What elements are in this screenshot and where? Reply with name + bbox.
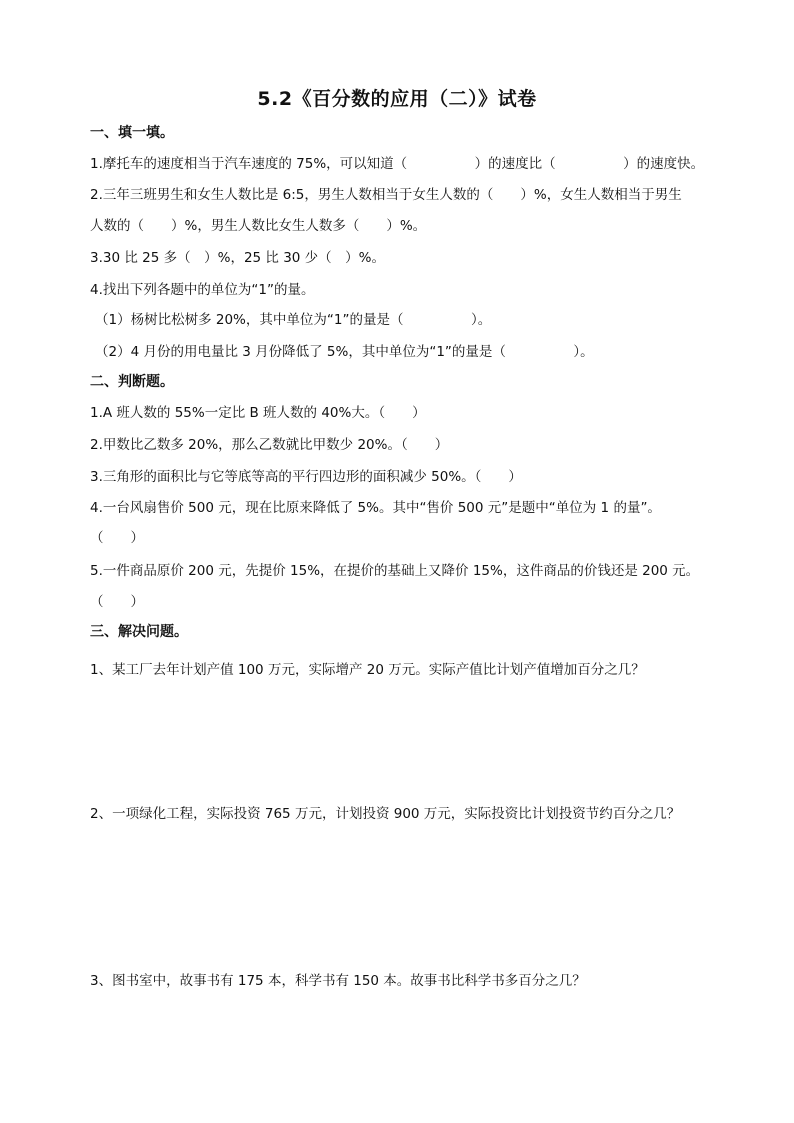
section-heading-fill-in: 一、填一填。 (90, 125, 174, 141)
problem-1: 1、某工厂去年计划产值 100 万元，实际增产 20 万元。实际产值比计划产值增加百分之几？ (90, 662, 645, 678)
question-fill-3: 3.30 比 25 多（ ）%，25 比 30 少（ ）%。 (90, 250, 385, 266)
question-tf-5-answer: （ ） (90, 594, 144, 610)
question-tf-1: 1.A 班人数的 55%一定比 B 班人数的 40%大。（ ） (90, 405, 426, 421)
question-fill-4-1: （1）杨树比松树多 20%，其中单位为“1”的量是（ ）。 (95, 312, 492, 328)
problem-2: 2、一项绿化工程，实际投资 765 万元，计划投资 900 万元，实际投资比计划投资节约百分之几？ (90, 806, 681, 822)
question-tf-3: 3.三角形的面积比与它等底等高的平行四边形的面积减少 50%。（ ） (90, 469, 522, 485)
question-tf-5-line1: 5.一件商品原价 200 元，先提价 15%，在提价的基础上又降价 15%，这件商品的价钱还是 200 元。 (90, 563, 700, 579)
question-fill-2-line1: 2.三年三班男生和女生人数比是 6:5，男生人数相当于女生人数的（ ）%，女生人数相当于男生 (90, 187, 682, 203)
question-fill-4: 4.找出下列各题中的单位为“1”的量。 (90, 282, 315, 298)
section-heading-problems: 三、解决问题。 (90, 624, 188, 640)
question-fill-4-2: （2）4 月份的用电量比 3 月份降低了 5%，其中单位为“1”的量是（ ）。 (95, 344, 594, 360)
question-fill-2-line2: 人数的（ ）%，男生人数比女生人数多（ ）%。 (90, 218, 427, 234)
problem-3: 3、图书室中，故事书有 175 本，科学书有 150 本。故事书比科学书多百分之几？ (90, 973, 586, 989)
question-tf-2: 2.甲数比乙数多 20%，那么乙数就比甲数少 20%。（ ） (90, 437, 449, 453)
section-heading-true-false: 二、判断题。 (90, 374, 174, 390)
page-title: 5.2《百分数的应用（二）》试卷 (257, 88, 537, 110)
question-tf-4-answer: （ ） (90, 530, 144, 546)
question-fill-1: 1.摩托车的速度相当于汽车速度的 75%，可以知道（ ）的速度比（ ）的速度快。 (90, 156, 705, 172)
question-tf-4-line1: 4.一台风扇售价 500 元，现在比原来降低了 5%。其中“售价 500 元”是题中“单位为 1 的量”。 (90, 500, 661, 516)
